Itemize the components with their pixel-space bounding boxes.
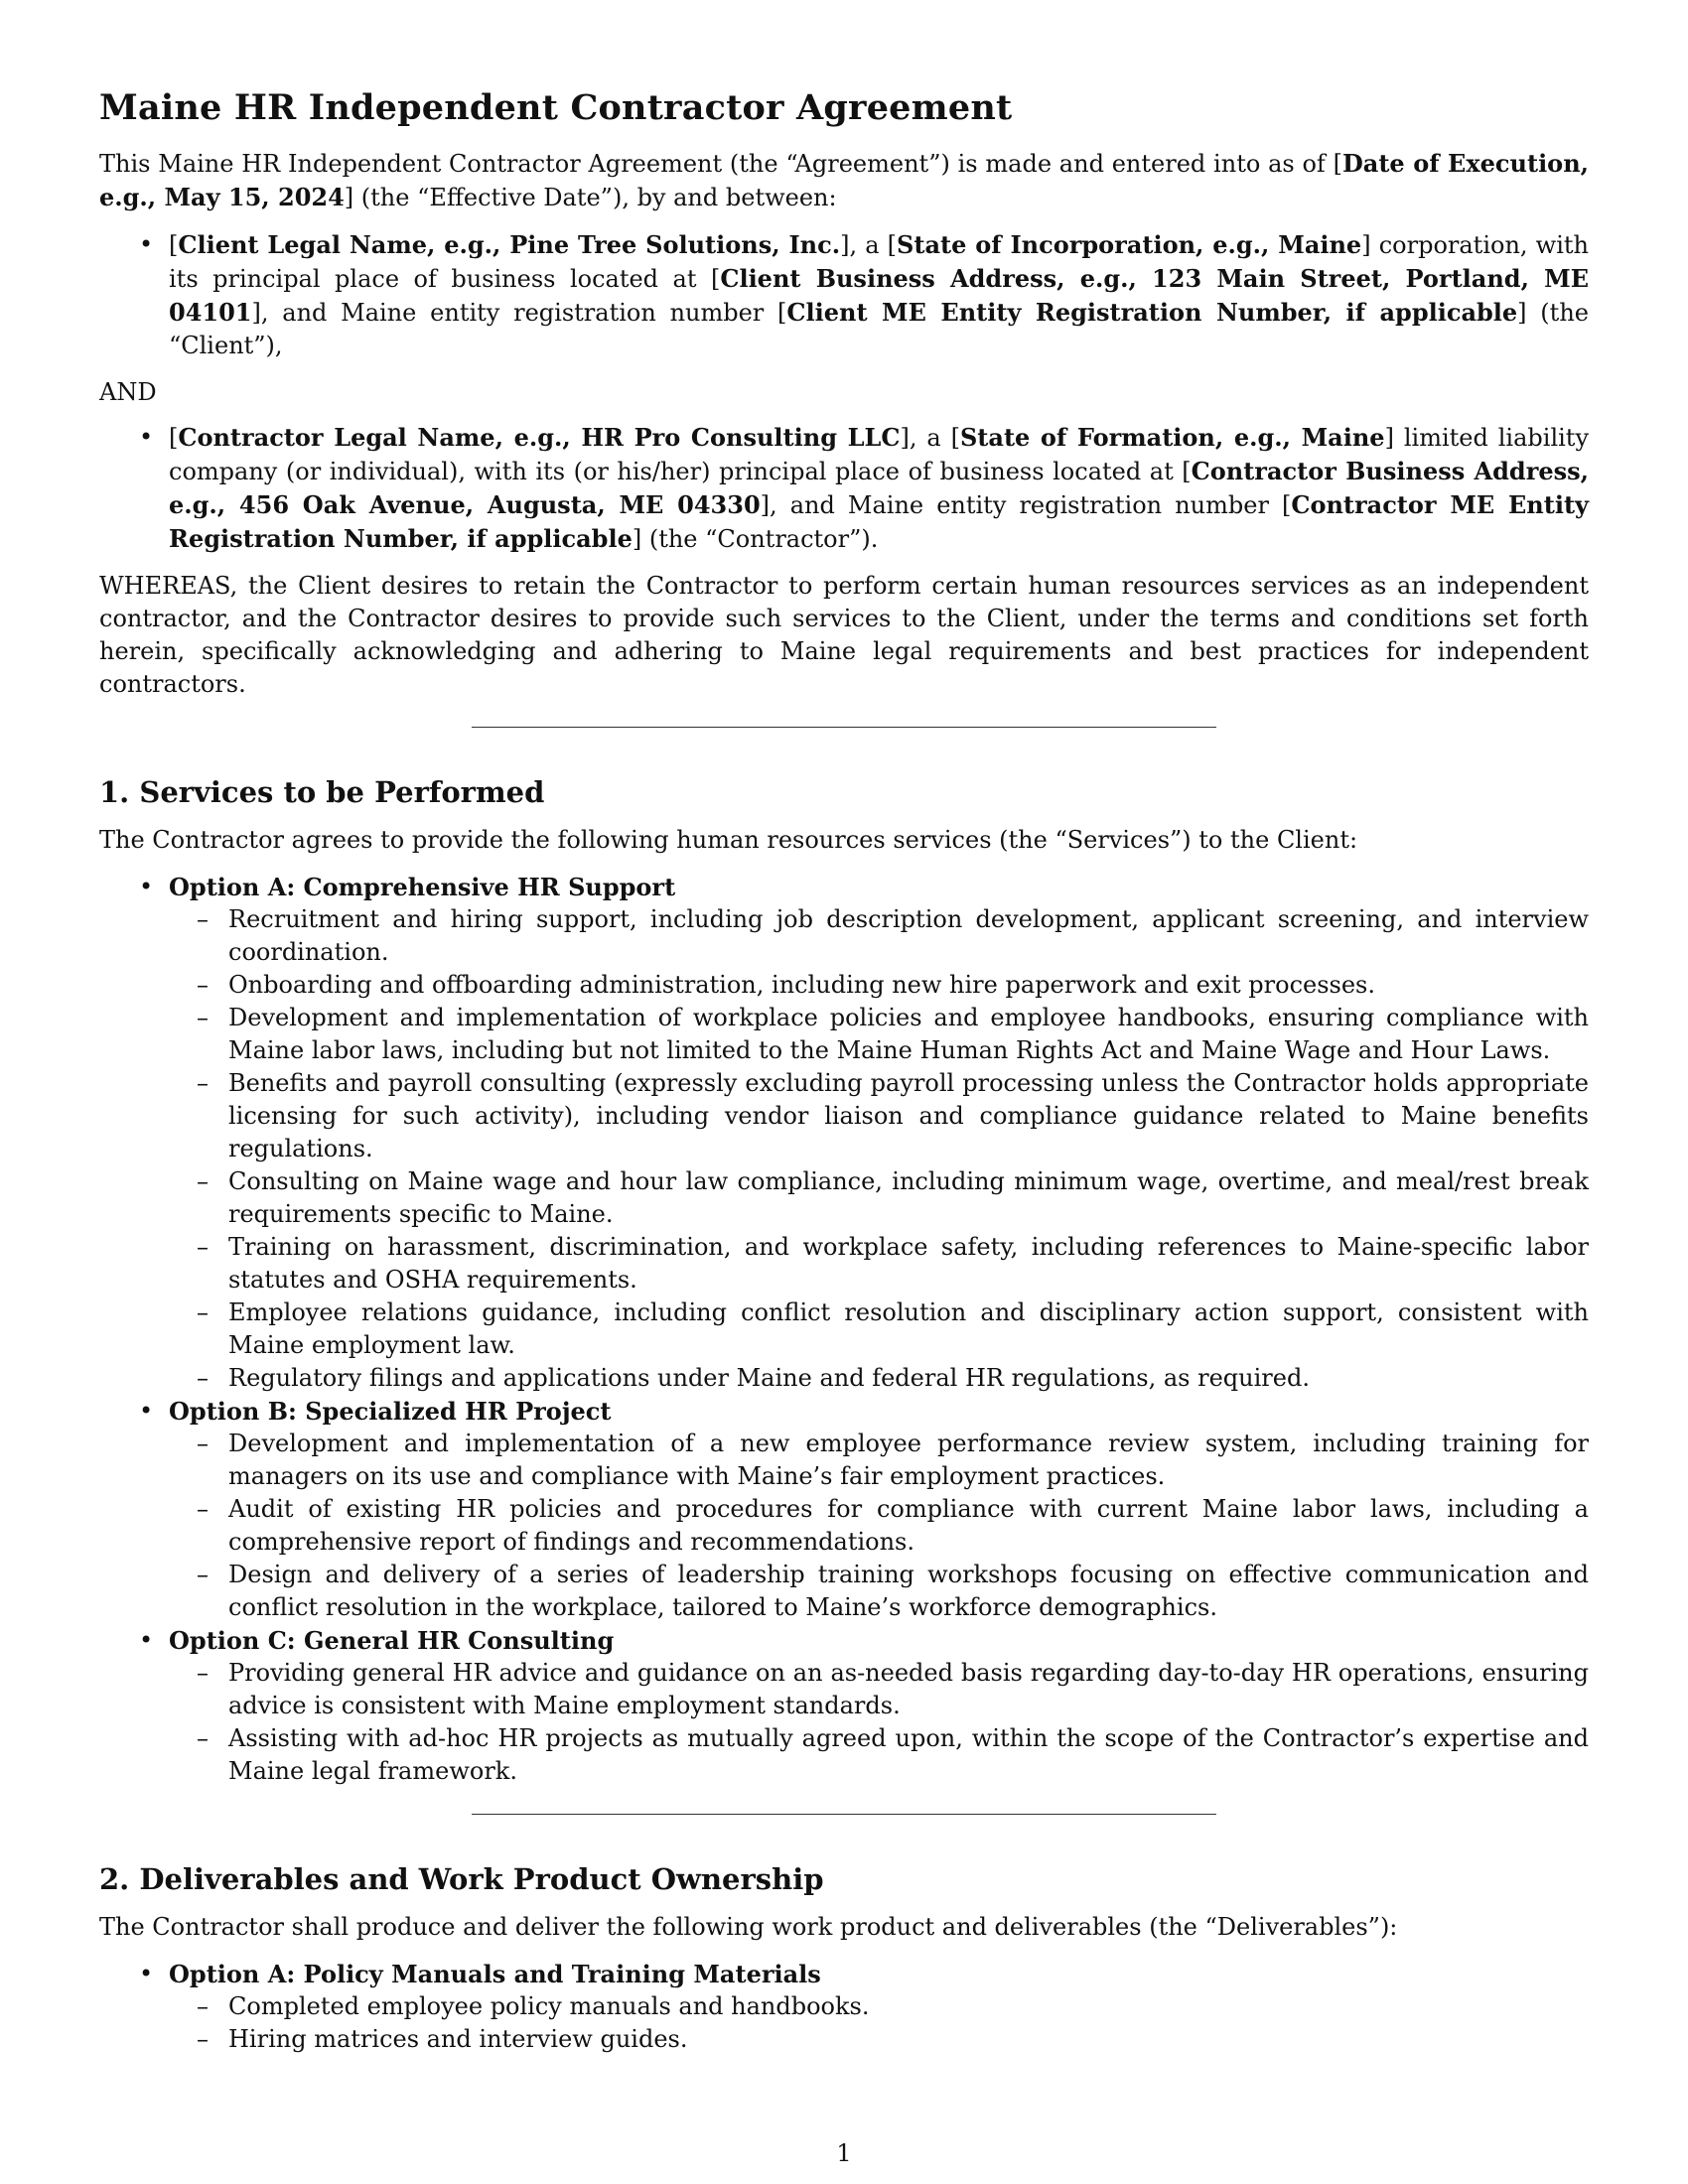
- dash-icon: –: [197, 2024, 209, 2053]
- list-item: [169, 1428, 1589, 1493]
- page-number: 1: [836, 2139, 852, 2167]
- contractor-legal-name-placeholder: Contractor Legal Name, e.g., HR Pro Consulting LLC: [178, 423, 901, 452]
- document-page: [99, 87, 1589, 2068]
- section-2-intro: The Contractor shall produce and deliver the following work product and deliverables (the “Deliverables”):: [99, 1912, 1398, 1941]
- list-item-text: Regulatory filings and applications under Maine and federal HR regulations, as required.: [228, 1363, 1310, 1392]
- contractor-text: ], and Maine entity registration number [: [760, 491, 1292, 519]
- option-items: [169, 903, 1589, 1395]
- dash-icon: –: [197, 1003, 209, 1031]
- contractor-party-list: [99, 421, 1589, 556]
- list-item-text: Audit of existing HR policies and procedures for compliance with current Maine labor laws, including a comprehensive report of findings and recommendations.: [228, 1494, 1589, 1556]
- client-party-list: [99, 228, 1589, 362]
- list-item: [169, 2023, 1589, 2056]
- dash-icon: –: [197, 1166, 209, 1195]
- section-2-options: [99, 1958, 1589, 2056]
- section-2-heading: 2. Deliverables and Work Product Ownership: [99, 1861, 824, 1896]
- list-item: [169, 1165, 1589, 1231]
- intro-text: This Maine HR Independent Contractor Agreement (the “Agreement”) is made and entered into as of [: [99, 150, 1342, 178]
- client-address-placeholder: Client Business Address, e.g., 123 Main Street, Portland, ME 04101: [169, 264, 1589, 327]
- intro-text: ] (the “Effective Date”), by and between:: [344, 184, 837, 211]
- client-state-placeholder: State of Incorporation, e.g., Maine: [897, 230, 1362, 259]
- bullet-icon: •: [139, 872, 154, 900]
- dash-icon: –: [197, 904, 209, 933]
- section-1-option-b: [99, 1395, 1589, 1624]
- contractor-address-placeholder: Contractor Business Address, e.g., 456 Oak Avenue, Augusta, ME 04330: [169, 457, 1590, 519]
- dash-icon: –: [197, 1723, 209, 1752]
- intro-paragraph: [99, 147, 1589, 214]
- client-text: ] (the “Client”),: [169, 299, 1589, 359]
- and-label: AND: [99, 378, 157, 406]
- section-1-option-c: [99, 1624, 1589, 1788]
- client-registration-placeholder: Client ME Entity Registration Number, if applicable: [786, 298, 1518, 327]
- list-item-text: Benefits and payroll consulting (expressly excluding payroll processing unless the Contractor holds appropriate licensing for such activity), including vendor liaison and compliance guidance related to Maine benefits regulations.: [228, 1068, 1589, 1162]
- list-item-text: Design and delivery of a series of leadership training workshops focusing on effective communication and conflict resolution in the workplace, tailored to Maine’s workforce demographics.: [228, 1560, 1589, 1621]
- dash-icon: –: [197, 1991, 209, 2020]
- bullet-icon: •: [139, 423, 154, 451]
- contractor-text: ], a [: [900, 424, 960, 452]
- section-divider: [472, 1814, 1216, 1815]
- list-item-text: Development and implementation of workplace policies and employee handbooks, ensuring compliance with Maine labor laws, including but not limited to the Maine Human Rights Act and Maine Wage and Hour Laws.: [228, 1003, 1589, 1064]
- option-items: [169, 1657, 1589, 1788]
- whereas-paragraph: WHEREAS, the Client desires to retain the Contractor to perform certain human resources services as an independent contractor, and the Contractor desires to provide such services to the Client, under the terms and conditions set forth herein, specifically acknowledging and adhering to Maine legal requirements and best practices for independent contractors.: [99, 572, 1589, 698]
- section-divider: [472, 727, 1216, 728]
- list-item: [169, 1559, 1589, 1624]
- list-item-text: Completed employee policy manuals and handbooks.: [228, 1991, 870, 2020]
- client-legal-name-placeholder: Client Legal Name, e.g., Pine Tree Solutions, Inc.: [178, 230, 841, 259]
- dash-icon: –: [197, 1658, 209, 1687]
- dash-icon: –: [197, 1232, 209, 1261]
- list-item: [169, 1002, 1589, 1067]
- list-item: [169, 1297, 1589, 1362]
- contractor-registration-placeholder: Contractor ME Entity Registration Number, if applicable: [169, 490, 1589, 553]
- list-item-text: Consulting on Maine wage and hour law compliance, including minimum wage, overtime, and meal/rest break requirements specific to Maine.: [228, 1166, 1589, 1228]
- list-item: [169, 1362, 1589, 1395]
- client-text: ], and Maine entity registration number [: [251, 299, 787, 327]
- contractor-text: [: [169, 424, 179, 452]
- list-item-text: Onboarding and offboarding administration, including new hire paperwork and exit processes.: [228, 970, 1375, 999]
- document-title: Maine HR Independent Contractor Agreement: [99, 87, 1013, 128]
- section-1-heading: 1. Services to be Performed: [99, 775, 545, 809]
- option-title: Option A: Comprehensive HR Support: [169, 872, 676, 901]
- list-item-text: Assisting with ad-hoc HR projects as mutually agreed upon, within the scope of the Contractor’s expertise and Maine legal framework.: [228, 1723, 1589, 1785]
- contractor-party-item: [99, 421, 1589, 556]
- dash-icon: –: [197, 1297, 209, 1326]
- section-1-options: [99, 871, 1589, 1788]
- list-item: [169, 1722, 1589, 1788]
- client-text: [: [169, 231, 179, 259]
- dash-icon: –: [197, 970, 209, 999]
- option-items: [169, 1428, 1589, 1624]
- dash-icon: –: [197, 1494, 209, 1523]
- list-item: [169, 1990, 1589, 2023]
- contractor-text: ] (the “Contractor”).: [632, 525, 879, 553]
- contractor-text: ] limited liability company (or individual), with its (or his/her) principal place of business located at [: [169, 424, 1590, 485]
- bullet-icon: •: [139, 1396, 154, 1425]
- list-item-text: Development and implementation of a new employee performance review system, including training for managers on its use and compliance with Maine’s fair employment practices.: [228, 1429, 1589, 1490]
- list-item-text: Training on harassment, discrimination, and workplace safety, including references to Maine-specific labor statutes and OSHA requirements.: [228, 1232, 1589, 1294]
- bullet-icon: •: [139, 230, 154, 258]
- list-item: [169, 1231, 1589, 1297]
- dash-icon: –: [197, 1363, 209, 1392]
- section-1-option-a: [99, 871, 1589, 1395]
- list-item: [169, 903, 1589, 969]
- date-of-execution-placeholder: Date of Execution, e.g., May 15, 2024: [99, 149, 1589, 211]
- client-text: ] corporation, with its principal place of business located at [: [169, 231, 1589, 293]
- dash-icon: –: [197, 1068, 209, 1097]
- option-title: Option C: General HR Consulting: [169, 1625, 615, 1655]
- option-title: Option A: Policy Manuals and Training Materials: [169, 1959, 821, 1988]
- bullet-icon: •: [139, 1959, 154, 1987]
- bullet-icon: •: [139, 1625, 154, 1654]
- dash-icon: –: [197, 1560, 209, 1588]
- contractor-state-placeholder: State of Formation, e.g., Maine: [959, 423, 1385, 452]
- section-2-option-a: [99, 1958, 1589, 2056]
- dash-icon: –: [197, 1429, 209, 1457]
- list-item-text: Providing general HR advice and guidance on an as-needed basis regarding day-to-day HR operations, ensuring advice is consistent with Maine employment standards.: [228, 1658, 1589, 1719]
- section-1-intro: The Contractor agrees to provide the following human resources services (the “Services”) to the Client:: [99, 825, 1358, 854]
- option-items: [169, 1990, 1589, 2056]
- option-title: Option B: Specialized HR Project: [169, 1396, 612, 1426]
- list-item-text: Hiring matrices and interview guides.: [228, 2024, 688, 2053]
- list-item-text: Employee relations guidance, including conflict resolution and disciplinary action support, consistent with Maine employment law.: [228, 1297, 1589, 1359]
- list-item-text: Recruitment and hiring support, including job description development, applicant screening, and interview coordination.: [228, 904, 1589, 966]
- list-item: [169, 1657, 1589, 1722]
- client-text: ], a [: [840, 231, 898, 259]
- client-party-item: [99, 228, 1589, 362]
- list-item: [169, 969, 1589, 1002]
- list-item: [169, 1493, 1589, 1559]
- list-item: [169, 1067, 1589, 1165]
